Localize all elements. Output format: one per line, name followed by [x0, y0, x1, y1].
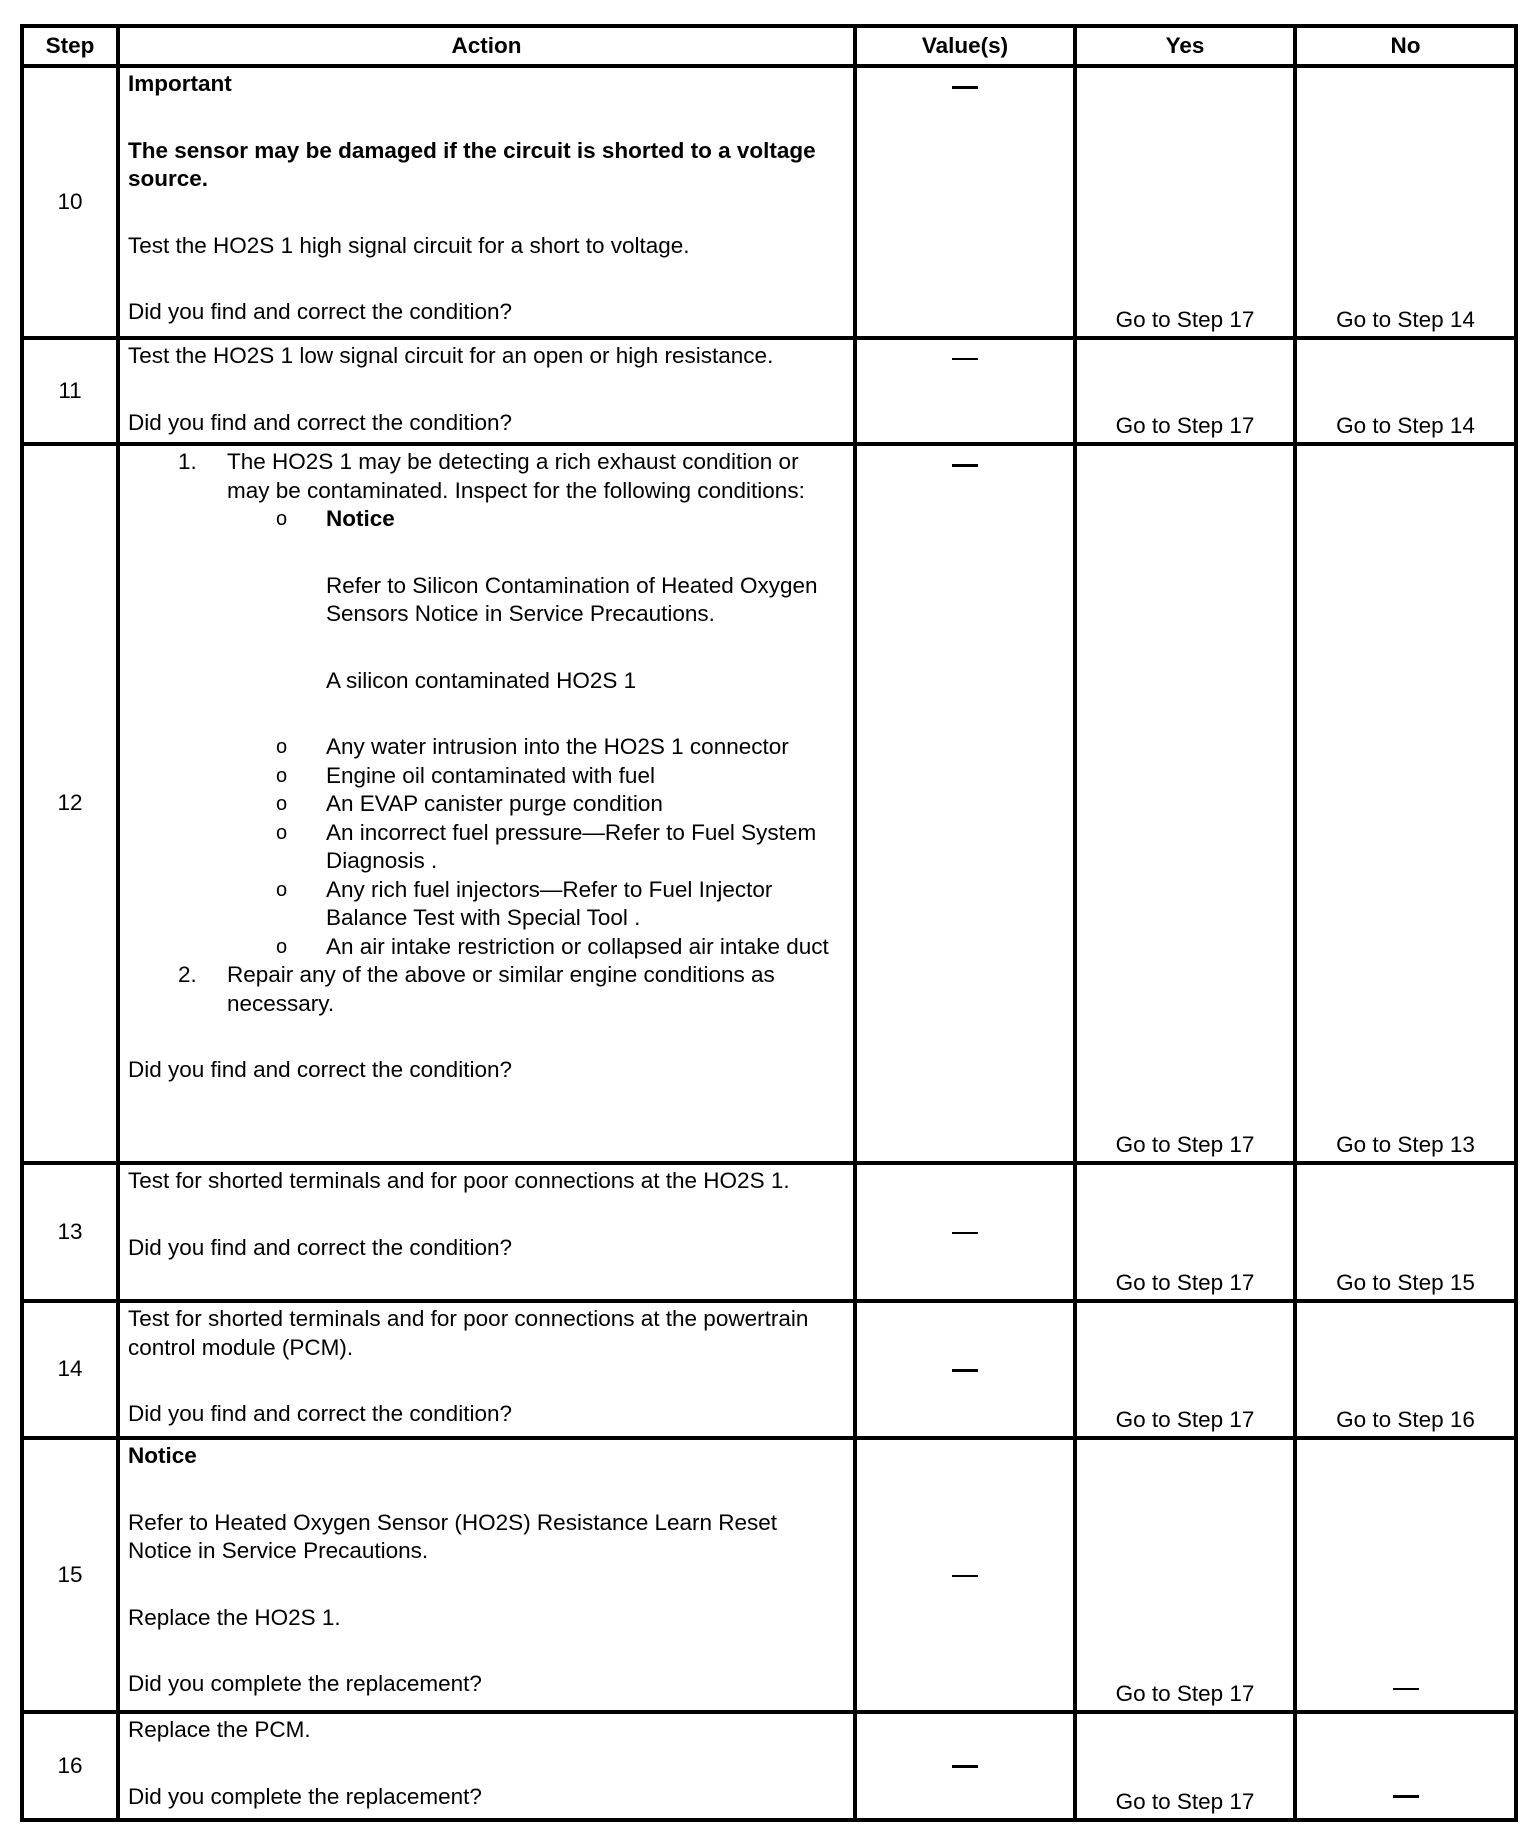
procedure-item-2: [128, 961, 847, 1018]
procedure-list: [128, 448, 847, 1018]
table-row-step-13: [22, 1163, 1516, 1301]
no-cell: Go to Step 15: [1295, 1163, 1516, 1301]
condition-text: Any rich fuel injectors—Refer to Fuel Injector Balance Test with Special Tool .: [326, 876, 773, 930]
table-row-step-12: [22, 444, 1516, 1163]
notice-item: A silicon contaminated HO2S 1: [326, 667, 637, 693]
item-text: Repair any of the above or similar engine conditions as necessary.: [227, 962, 775, 1016]
action-cell: [118, 1301, 855, 1438]
condition-text: Any water intrusion into the HO2S 1 connector: [326, 734, 789, 759]
item-text: The HO2S 1 may be detecting a rich exhaust condition or may be contaminated. Inspect for the following conditions:: [227, 449, 805, 503]
bullet-icon: o: [276, 878, 288, 901]
item-number: 1.: [178, 449, 197, 474]
notice-label: Notice: [326, 506, 395, 531]
no-cell: Go to Step 16: [1295, 1301, 1516, 1438]
action-text: Test the HO2S 1 low signal circuit for an open or high resistance.: [128, 343, 774, 368]
question-text: Did you find and correct the condition?: [128, 1234, 512, 1260]
condition-text: Engine oil contaminated with fuel: [326, 762, 655, 788]
value-dash: [952, 358, 978, 360]
value-dash: [952, 1575, 978, 1577]
header-action: Action: [118, 26, 855, 66]
bullet-icon: o: [276, 508, 288, 530]
action-text: Replace the HO2S 1.: [128, 1604, 341, 1630]
value-dash: [952, 464, 978, 467]
action-cell: [118, 338, 855, 444]
step-number: 10: [22, 66, 118, 338]
action-text: Replace the PCM.: [128, 1717, 311, 1742]
procedure-item-1: [128, 448, 847, 961]
yes-cell: Go to Step 17: [1075, 338, 1295, 444]
action-text: Test for shorted terminals and for poor connections at the powertrain control module (PCM).: [128, 1306, 809, 1360]
bullet-icon: o: [276, 935, 288, 958]
step-number: 12: [22, 444, 118, 1163]
header-yes: Yes: [1075, 26, 1295, 66]
value-cell: [855, 1163, 1075, 1301]
table-row-step-11: [22, 338, 1516, 444]
list-item: [128, 933, 847, 962]
bullet-icon: o: [276, 793, 288, 815]
value-dash: [952, 1369, 978, 1372]
yes-cell: Go to Step 17: [1075, 444, 1295, 1163]
action-cell: [118, 1163, 855, 1301]
table-row-step-10: [22, 66, 1516, 338]
yes-cell: Go to Step 17: [1075, 1438, 1295, 1712]
header-no: No: [1295, 26, 1516, 66]
list-item: [128, 876, 847, 933]
list-item: [128, 819, 847, 876]
question-text: Did you find and correct the condition?: [128, 1057, 512, 1082]
question-text: Did you find and correct the condition?: [128, 409, 512, 435]
table-row-step-15: [22, 1438, 1516, 1712]
no-cell: Go to Step 13: [1295, 444, 1516, 1163]
yes-cell: Go to Step 17: [1075, 1163, 1295, 1301]
action-cell: [118, 1438, 855, 1712]
step-number: 16: [22, 1712, 118, 1820]
list-item-notice: [128, 505, 847, 733]
question-text: Did you find and correct the condition?: [128, 299, 512, 324]
list-item: [128, 762, 847, 791]
header-step: Step: [22, 26, 118, 66]
action-cell: [118, 1712, 855, 1820]
bullet-icon: o: [276, 764, 288, 787]
item-number: 2.: [178, 962, 197, 987]
question-text: Did you complete the replacement?: [128, 1783, 482, 1809]
notice-text: Refer to Heated Oxygen Sensor (HO2S) Resistance Learn Reset Notice in Service Precautions.: [128, 1509, 778, 1563]
diagnostic-table: [20, 24, 1518, 1822]
list-item: [128, 790, 847, 819]
value-dash: [952, 86, 978, 89]
no-cell: [1295, 1712, 1516, 1820]
step-number: 13: [22, 1163, 118, 1301]
no-cell: Go to Step 14: [1295, 338, 1516, 444]
step-number: 14: [22, 1301, 118, 1438]
notice-label: Notice: [128, 1443, 197, 1468]
action-cell: [118, 444, 855, 1163]
value-cell: [855, 444, 1075, 1163]
action-text: Test for shorted terminals and for poor connections at the HO2S 1.: [128, 1168, 790, 1193]
step-number: 11: [22, 338, 118, 444]
step-number: 15: [22, 1438, 118, 1712]
condition-text: An incorrect fuel pressure—Refer to Fuel System Diagnosis .: [326, 819, 817, 873]
conditions-list: [227, 505, 847, 961]
condition-text: An air intake restriction or collapsed air intake duct: [326, 933, 829, 959]
list-item: [128, 733, 847, 762]
bullet-icon: o: [276, 821, 288, 844]
question-text: Did you complete the replacement?: [128, 1671, 482, 1696]
value-dash: [952, 1232, 978, 1234]
important-label: Important: [128, 71, 232, 96]
yes-cell: Go to Step 17: [1075, 1712, 1295, 1820]
value-cell: [855, 1301, 1075, 1438]
table-row-step-14: [22, 1301, 1516, 1438]
header-row: [22, 26, 1516, 66]
header-values: Value(s): [855, 26, 1075, 66]
condition-text: An EVAP canister purge condition: [326, 791, 663, 816]
value-cell: [855, 66, 1075, 338]
no-cell: Go to Step 14: [1295, 66, 1516, 338]
notice-text: Refer to Silicon Contamination of Heated Oxygen Sensors Notice in Service Precautions.: [326, 572, 818, 626]
value-cell: [855, 338, 1075, 444]
action-cell: [118, 66, 855, 338]
bullet-icon: o: [276, 736, 288, 758]
value-dash: [952, 1765, 978, 1768]
value-cell: [855, 1438, 1075, 1712]
important-text: The sensor may be damaged if the circuit is shorted to a voltage source.: [128, 137, 816, 191]
yes-cell: Go to Step 17: [1075, 66, 1295, 338]
action-text: Test the HO2S 1 high signal circuit for a short to voltage.: [128, 232, 690, 258]
question-text: Did you find and correct the condition?: [128, 1401, 512, 1426]
table-row-step-16: [22, 1712, 1516, 1820]
no-dash: [1393, 1795, 1419, 1798]
no-cell: [1295, 1438, 1516, 1712]
no-dash: [1393, 1688, 1419, 1690]
yes-cell: Go to Step 17: [1075, 1301, 1295, 1438]
value-cell: [855, 1712, 1075, 1820]
